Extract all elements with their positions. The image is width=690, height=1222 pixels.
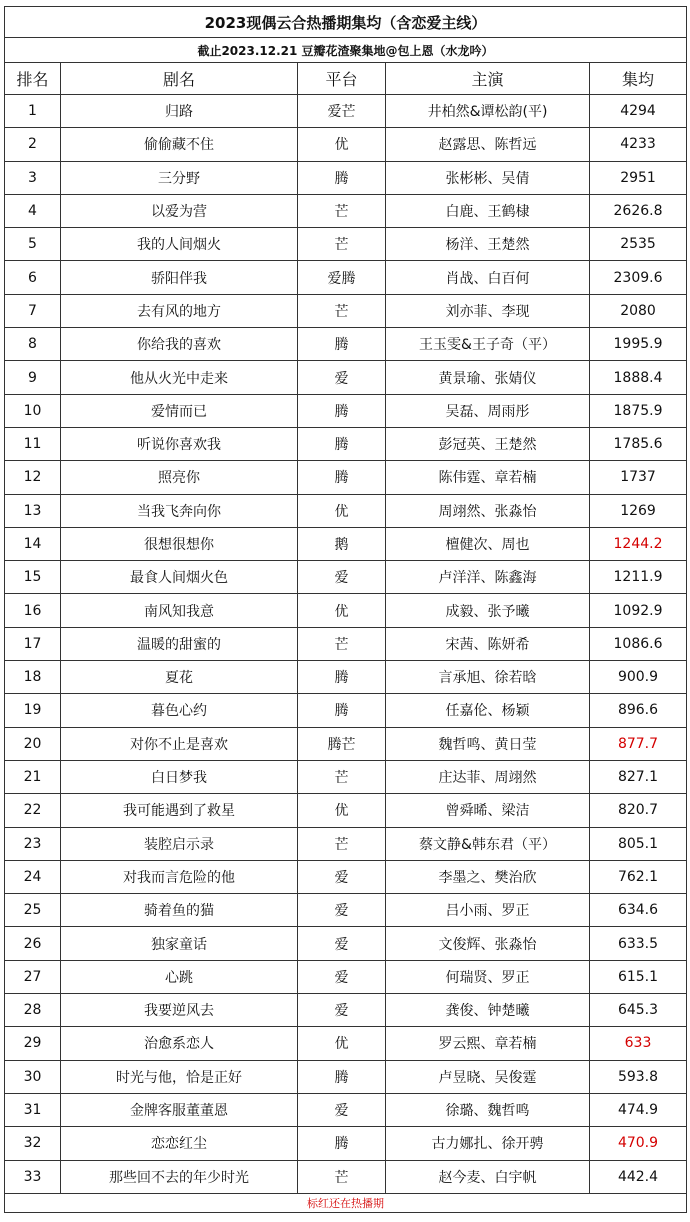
- cell-rank: 15: [5, 561, 61, 594]
- cell-cast: 古力娜扎、徐开骋: [386, 1127, 590, 1160]
- cell-rank: 33: [5, 1160, 61, 1193]
- cell-cast: 檀健次、周也: [386, 527, 590, 560]
- cell-rank: 29: [5, 1027, 61, 1060]
- table-row: [5, 661, 687, 694]
- cell-rank: 16: [5, 594, 61, 627]
- table-subtitle: 截止2023.12.21 豆瓣花渣聚集地@包上恩（水龙吟）: [5, 38, 687, 63]
- cell-name: 我要逆风去: [61, 994, 298, 1027]
- cell-platform: 优: [298, 794, 386, 827]
- cell-cast: 宋茜、陈妍希: [386, 627, 590, 660]
- cell-average: 645.3: [590, 994, 687, 1027]
- table-row: [5, 294, 687, 327]
- cell-average: 4233: [590, 128, 687, 161]
- cell-platform: 腾: [298, 694, 386, 727]
- cell-platform: 爱: [298, 960, 386, 993]
- cell-cast: 赵露思、陈哲远: [386, 128, 590, 161]
- cell-rank: 24: [5, 860, 61, 893]
- cell-platform: 爱: [298, 927, 386, 960]
- cell-platform: 腾: [298, 427, 386, 460]
- cell-average: 805.1: [590, 827, 687, 860]
- cell-name: 你给我的喜欢: [61, 328, 298, 361]
- cell-rank: 21: [5, 760, 61, 793]
- table-row: [5, 561, 687, 594]
- cell-cast: 庄达菲、周翊然: [386, 760, 590, 793]
- cell-cast: 蔡文静&韩东君（平）: [386, 827, 590, 860]
- table-body: [5, 95, 687, 1194]
- cell-cast: 井柏然&谭松韵(平): [386, 95, 590, 128]
- cell-rank: 18: [5, 661, 61, 694]
- cell-rank: 23: [5, 827, 61, 860]
- table-row: [5, 527, 687, 560]
- cell-cast: 王玉雯&王子奇（平）: [386, 328, 590, 361]
- cell-platform: 芒: [298, 827, 386, 860]
- cell-platform: 腾: [298, 328, 386, 361]
- ranking-sheet: [4, 6, 686, 1213]
- title-row: [5, 7, 687, 38]
- cell-average: 1092.9: [590, 594, 687, 627]
- cell-name: 对你不止是喜欢: [61, 727, 298, 760]
- cell-platform: 爱: [298, 860, 386, 893]
- cell-platform: 优: [298, 594, 386, 627]
- cell-name: 我的人间烟火: [61, 228, 298, 261]
- cell-rank: 14: [5, 527, 61, 560]
- cell-average: 633: [590, 1027, 687, 1060]
- cell-cast: 刘亦菲、李现: [386, 294, 590, 327]
- cell-average: 4294: [590, 95, 687, 128]
- subtitle-row: [5, 38, 687, 63]
- cell-rank: 30: [5, 1060, 61, 1093]
- table-row: [5, 927, 687, 960]
- cell-rank: 17: [5, 627, 61, 660]
- cell-average: 1737: [590, 461, 687, 494]
- cell-cast: 卢昱晓、吴俊霆: [386, 1060, 590, 1093]
- table-row: [5, 894, 687, 927]
- cell-platform: 爱芒: [298, 95, 386, 128]
- cell-cast: 肖战、白百何: [386, 261, 590, 294]
- cell-average: 820.7: [590, 794, 687, 827]
- cell-name: 骑着鱼的猫: [61, 894, 298, 927]
- cell-name: 温暖的甜蜜的: [61, 627, 298, 660]
- cell-rank: 5: [5, 228, 61, 261]
- table-row: [5, 194, 687, 227]
- cell-rank: 4: [5, 194, 61, 227]
- cell-rank: 20: [5, 727, 61, 760]
- note-row: [5, 1193, 687, 1212]
- cell-average: 1995.9: [590, 328, 687, 361]
- table-row: [5, 161, 687, 194]
- cell-name: 白日梦我: [61, 760, 298, 793]
- table-row: [5, 1127, 687, 1160]
- header-rank: 排名: [5, 63, 61, 95]
- cell-name: 那些回不去的年少时光: [61, 1160, 298, 1193]
- cell-average: 2951: [590, 161, 687, 194]
- cell-cast: 周翊然、张淼怡: [386, 494, 590, 527]
- cell-name: 对我而言危险的他: [61, 860, 298, 893]
- cell-rank: 26: [5, 927, 61, 960]
- cell-average: 1888.4: [590, 361, 687, 394]
- table-row: [5, 128, 687, 161]
- table-row: [5, 794, 687, 827]
- cell-average: 900.9: [590, 661, 687, 694]
- cell-cast: 魏哲鸣、黄日莹: [386, 727, 590, 760]
- cell-name: 暮色心约: [61, 694, 298, 727]
- table-row: [5, 860, 687, 893]
- cell-rank: 13: [5, 494, 61, 527]
- cell-platform: 鹅: [298, 527, 386, 560]
- table-row: [5, 1093, 687, 1126]
- cell-average: 2309.6: [590, 261, 687, 294]
- cell-average: 2080: [590, 294, 687, 327]
- cell-rank: 31: [5, 1093, 61, 1126]
- cell-rank: 1: [5, 95, 61, 128]
- cell-average: 1211.9: [590, 561, 687, 594]
- cell-name: 夏花: [61, 661, 298, 694]
- cell-platform: 优: [298, 1027, 386, 1060]
- cell-average: 1269: [590, 494, 687, 527]
- cell-cast: 龚俊、钟楚曦: [386, 994, 590, 1027]
- cell-platform: 优: [298, 128, 386, 161]
- cell-rank: 3: [5, 161, 61, 194]
- cell-platform: 腾: [298, 394, 386, 427]
- header-name: 剧名: [61, 63, 298, 95]
- cell-name: 以爱为营: [61, 194, 298, 227]
- cell-average: 474.9: [590, 1093, 687, 1126]
- table-row: [5, 494, 687, 527]
- cell-name: 治愈系恋人: [61, 1027, 298, 1060]
- cell-name: 去有风的地方: [61, 294, 298, 327]
- cell-name: 三分野: [61, 161, 298, 194]
- table-row: [5, 328, 687, 361]
- table-row: [5, 827, 687, 860]
- cell-cast: 徐璐、魏哲鸣: [386, 1093, 590, 1126]
- cell-platform: 爱: [298, 561, 386, 594]
- cell-average: 1086.6: [590, 627, 687, 660]
- cell-platform: 腾: [298, 1060, 386, 1093]
- cell-cast: 文俊辉、张淼怡: [386, 927, 590, 960]
- header-platform: 平台: [298, 63, 386, 95]
- cell-rank: 32: [5, 1127, 61, 1160]
- cell-rank: 8: [5, 328, 61, 361]
- table-row: [5, 694, 687, 727]
- cell-name: 归路: [61, 95, 298, 128]
- cell-platform: 优: [298, 494, 386, 527]
- cell-platform: 爱: [298, 361, 386, 394]
- cell-platform: 腾: [298, 461, 386, 494]
- cell-rank: 19: [5, 694, 61, 727]
- airing-note: 标红还在热播期: [5, 1193, 687, 1212]
- header-row: [5, 63, 687, 95]
- cell-cast: 何瑞贤、罗正: [386, 960, 590, 993]
- cell-rank: 6: [5, 261, 61, 294]
- cell-rank: 22: [5, 794, 61, 827]
- cell-average: 615.1: [590, 960, 687, 993]
- cell-name: 他从火光中走来: [61, 361, 298, 394]
- cell-name: 听说你喜欢我: [61, 427, 298, 460]
- cell-name: 独家童话: [61, 927, 298, 960]
- cell-rank: 25: [5, 894, 61, 927]
- cell-average: 633.5: [590, 927, 687, 960]
- table-row: [5, 727, 687, 760]
- table-title: 2023现偶云合热播期集均（含恋爱主线）: [5, 7, 687, 38]
- cell-name: 最食人间烟火色: [61, 561, 298, 594]
- table-row: [5, 228, 687, 261]
- cell-cast: 陈伟霆、章若楠: [386, 461, 590, 494]
- cell-name: 恋恋红尘: [61, 1127, 298, 1160]
- cell-cast: 成毅、张予曦: [386, 594, 590, 627]
- cell-average: 877.7: [590, 727, 687, 760]
- cell-platform: 芒: [298, 194, 386, 227]
- cell-cast: 张彬彬、吴倩: [386, 161, 590, 194]
- table-row: [5, 594, 687, 627]
- cell-platform: 芒: [298, 1160, 386, 1193]
- table-row: [5, 960, 687, 993]
- cell-rank: 9: [5, 361, 61, 394]
- cell-name: 时光与他，恰是正好: [61, 1060, 298, 1093]
- cell-name: 爱情而已: [61, 394, 298, 427]
- cell-platform: 芒: [298, 294, 386, 327]
- cell-cast: 白鹿、王鹤棣: [386, 194, 590, 227]
- cell-platform: 爱: [298, 1093, 386, 1126]
- cell-average: 762.1: [590, 860, 687, 893]
- cell-average: 2535: [590, 228, 687, 261]
- cell-platform: 芒: [298, 627, 386, 660]
- cell-average: 470.9: [590, 1127, 687, 1160]
- cell-name: 骄阳伴我: [61, 261, 298, 294]
- cell-cast: 曾舜晞、梁洁: [386, 794, 590, 827]
- cell-cast: 赵今麦、白宇帆: [386, 1160, 590, 1193]
- cell-rank: 11: [5, 427, 61, 460]
- cell-platform: 爱: [298, 894, 386, 927]
- cell-name: 偷偷藏不住: [61, 128, 298, 161]
- table-row: [5, 261, 687, 294]
- cell-cast: 任嘉伦、杨颖: [386, 694, 590, 727]
- cell-cast: 李墨之、樊治欣: [386, 860, 590, 893]
- cell-cast: 卢洋洋、陈鑫海: [386, 561, 590, 594]
- cell-cast: 言承旭、徐若晗: [386, 661, 590, 694]
- cell-name: 南风知我意: [61, 594, 298, 627]
- table-row: [5, 95, 687, 128]
- cell-average: 1244.2: [590, 527, 687, 560]
- cell-rank: 10: [5, 394, 61, 427]
- cell-cast: 杨洋、王楚然: [386, 228, 590, 261]
- cell-average: 1785.6: [590, 427, 687, 460]
- cell-platform: 芒: [298, 760, 386, 793]
- table-row: [5, 1027, 687, 1060]
- cell-cast: 彭冠英、王楚然: [386, 427, 590, 460]
- table-row: [5, 461, 687, 494]
- cell-name: 当我飞奔向你: [61, 494, 298, 527]
- cell-platform: 腾: [298, 1127, 386, 1160]
- table-row: [5, 394, 687, 427]
- table-row: [5, 361, 687, 394]
- cell-rank: 12: [5, 461, 61, 494]
- cell-platform: 爱: [298, 994, 386, 1027]
- cell-average: 634.6: [590, 894, 687, 927]
- cell-rank: 28: [5, 994, 61, 1027]
- table-row: [5, 1160, 687, 1193]
- cell-name: 装腔启示录: [61, 827, 298, 860]
- cell-platform: 芒: [298, 228, 386, 261]
- cell-cast: 吴磊、周雨彤: [386, 394, 590, 427]
- cell-average: 442.4: [590, 1160, 687, 1193]
- cell-cast: 吕小雨、罗正: [386, 894, 590, 927]
- cell-name: 照亮你: [61, 461, 298, 494]
- cell-average: 2626.8: [590, 194, 687, 227]
- table-row: [5, 994, 687, 1027]
- cell-rank: 27: [5, 960, 61, 993]
- cell-rank: 2: [5, 128, 61, 161]
- cell-platform: 腾: [298, 661, 386, 694]
- cell-average: 827.1: [590, 760, 687, 793]
- cell-platform: 爱腾: [298, 261, 386, 294]
- header-cast: 主演: [386, 63, 590, 95]
- cell-name: 很想很想你: [61, 527, 298, 560]
- cell-average: 896.6: [590, 694, 687, 727]
- table-row: [5, 760, 687, 793]
- cell-name: 心跳: [61, 960, 298, 993]
- cell-rank: 7: [5, 294, 61, 327]
- table-row: [5, 1060, 687, 1093]
- cell-cast: 罗云熙、章若楠: [386, 1027, 590, 1060]
- cell-average: 593.8: [590, 1060, 687, 1093]
- cell-average: 1875.9: [590, 394, 687, 427]
- table-row: [5, 627, 687, 660]
- table-row: [5, 427, 687, 460]
- header-average: 集均: [590, 63, 687, 95]
- cell-cast: 黄景瑜、张婧仪: [386, 361, 590, 394]
- ranking-table: [4, 6, 687, 1213]
- cell-name: 我可能遇到了救星: [61, 794, 298, 827]
- cell-name: 金牌客服董董恩: [61, 1093, 298, 1126]
- cell-platform: 腾: [298, 161, 386, 194]
- cell-platform: 腾芒: [298, 727, 386, 760]
